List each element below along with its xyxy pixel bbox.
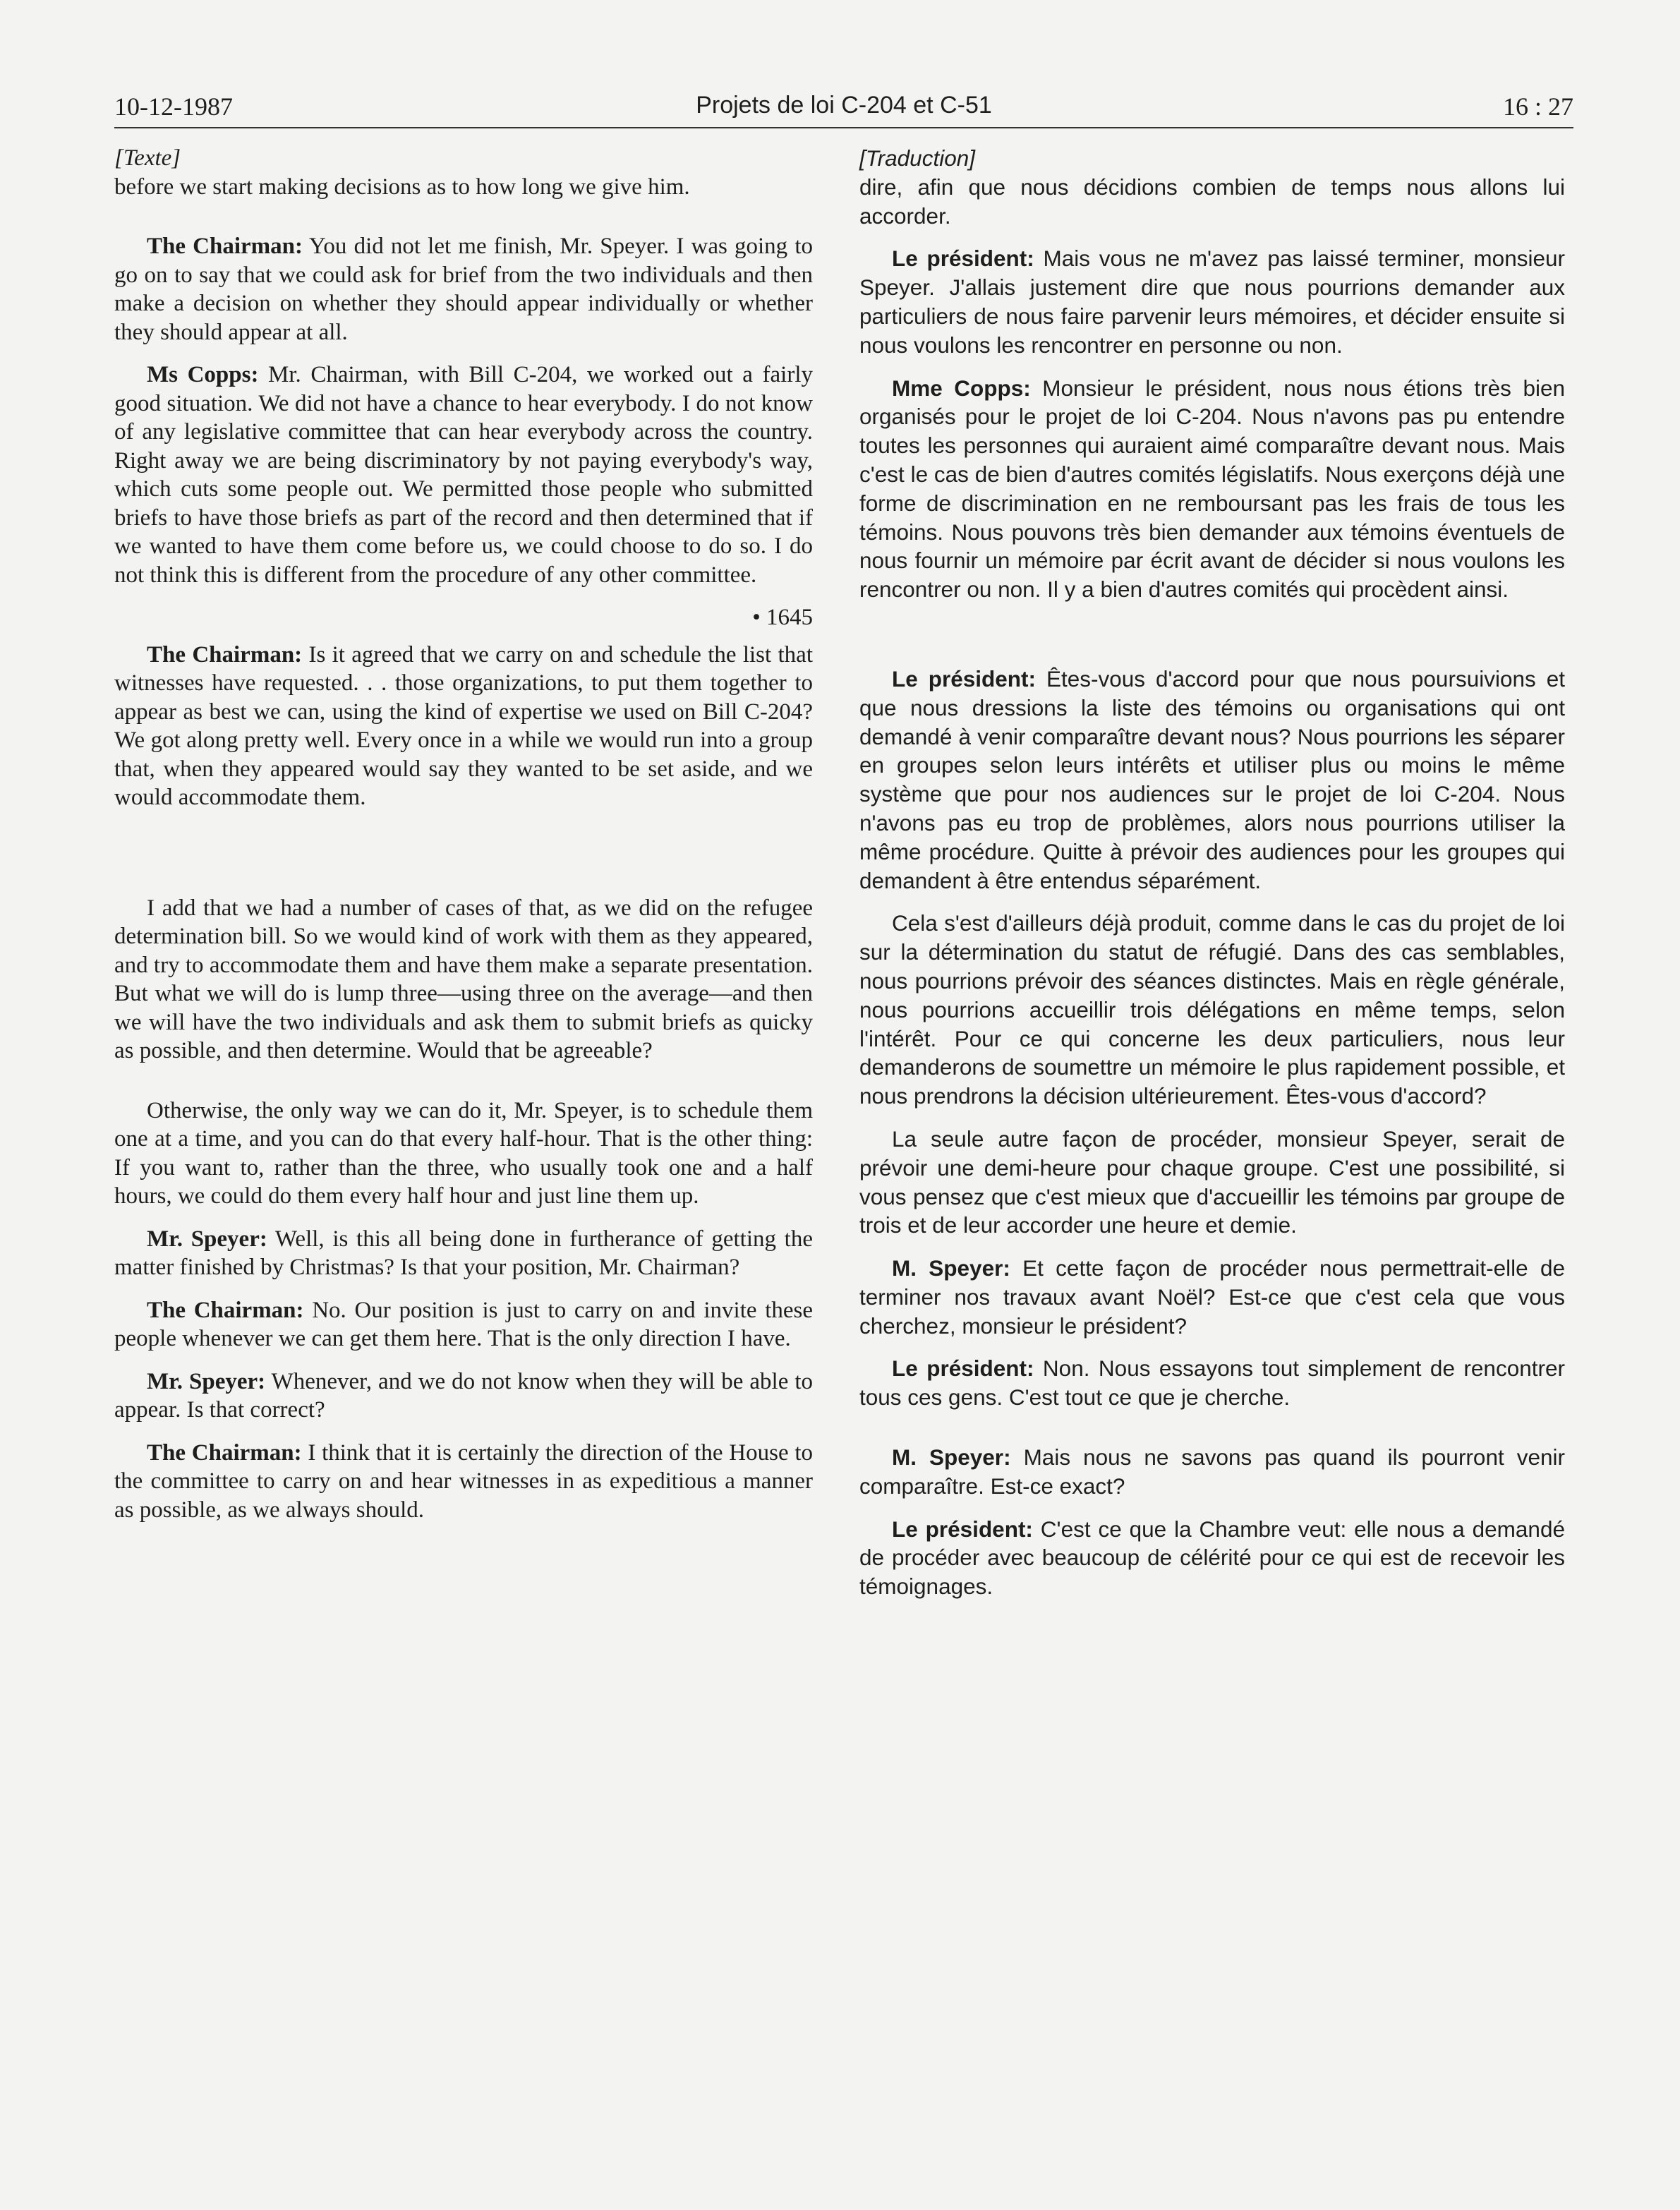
speech-text: You did not let me finish, Mr. Speyer. I was going to go on to say that we could ask for brief from the two individuals and then make a decision on whether they should appear individually or whether they should appear at all. — [114, 234, 813, 345]
speech — [859, 1515, 1565, 1601]
paragraph: I add that we had a number of cases of that, as we did on the refugee determination bill. So we would kind of work with them as they appeared, and try to accommodate them and have them make a separate presentation. But what we will do is lump three—using three on the average—and then we will have the two individuals and ask them to submit briefs as quicky as possible, and then determine. Would that be agreeable? — [114, 895, 813, 1063]
paragraph: dire, afin que nous décidions combien de temps nous allons lui accorder. — [859, 174, 1565, 229]
speaker-name: M. Speyer: — [892, 1255, 1010, 1281]
french-column — [859, 144, 1565, 1615]
speech-text: Mais vous ne m'avez pas laissé terminer, monsieur Speyer. J'allais justement dire que nous pourrions demander aux particuliers de nous faire parvenir leurs mémoires, et décider ensuite si nous voulons les rencontrer en personne ou non. — [859, 246, 1565, 358]
paragraph: Otherwise, the only way we can do it, Mr. Speyer, is to schedule them one at a time, and you can do that every half-hour. That is the other thing: If you want to, rather than the three, who usually took one and a half hours, we could do them every half hour and just line them up. — [114, 1097, 813, 1209]
speech — [859, 374, 1565, 604]
speech — [859, 665, 1565, 895]
speech — [114, 1367, 813, 1425]
paragraph: Cela s'est d'ailleurs déjà produit, comme dans le cas du projet de loi sur la détermination du statut de réfugié. Dans des cas semblables, nous pourrions prévoir des séances distinctes. Mais en règle générale, nous pourrions accueillir trois délégations en même temps, selon l'intérêt. Pour ce qui concerne les deux particuliers, nous leur demanderons de soumettre un mémoire le plus rapidement possible, et nous prendrons la décision ultérieurement. Êtes-vous d'accord? — [859, 910, 1565, 1109]
speech — [114, 232, 813, 346]
speaker-name: Mr. Speyer: — [147, 1368, 266, 1394]
speech-text: Well, is this all being done in furtherance of getting the matter finished by Christmas? Is that your position, Mr. Chairman? — [114, 1226, 813, 1280]
speaker-name: Le président: — [892, 665, 1037, 692]
speaker-name: The Chairman: — [147, 1297, 304, 1323]
speech — [859, 1254, 1565, 1340]
speech — [859, 244, 1565, 359]
speech — [114, 1225, 813, 1282]
speaker-name: Mme Copps: — [892, 375, 1031, 401]
speaker-name: Le président: — [892, 246, 1034, 272]
header-page-number: 16 : 27 — [1502, 92, 1573, 121]
paragraph: before we start making decisions as to how long we give him. — [114, 174, 690, 200]
speech — [114, 1296, 813, 1353]
speech-text: Is it agreed that we carry on and schedule the list that witnesses have requested. . . those organizations, to put them together to appear as best we can, using the kind of expertise we used on Bill C-204? We got along pretty well. Every once in a while we would run into a group that, when they appeared would say they wanted to be set aside, and we would accommodate them. — [114, 641, 813, 810]
section-marker: [Texte] — [114, 145, 181, 171]
english-column — [114, 144, 813, 1538]
speech — [859, 1354, 1565, 1412]
paragraph: La seule autre façon de procéder, monsieur Speyer, serait de prévoir une demi-heure pour chaque groupe. C'est une possibilité, si vous pensez que c'est mieux que d'accueillir les témoins par groupe de trois et de leur accorder une heure et demie. — [859, 1125, 1565, 1238]
speech-text: C'est ce que la Chambre veut: elle nous a demandé de procéder avec beaucoup de célérité pour ce qui est de recevoir les témoignages. — [859, 1516, 1565, 1600]
timestamp: • 1645 — [752, 605, 813, 630]
speaker-name: Le président: — [892, 1516, 1033, 1542]
speaker-name: M. Speyer: — [892, 1444, 1011, 1471]
speech-text: Mr. Chairman, with Bill C-204, we worked out a fairly good situation. We did not have a chance to hear everybody. I do not know of any legislative committee that can hear everybody across the country. Right away we are being discriminatory by not paying everybody's way, which cuts some people out. We permitted those people who submitted briefs to have those briefs as part of the record and then determined that if we wanted to have them come before us, we could choose to do so. I do not think this is different from the procedure of any other committee. — [114, 362, 813, 588]
header-title: Projets de loi C-204 et C-51 — [696, 92, 992, 119]
speech-text: Whenever, and we do not know when they will be able to appear. Is that correct? — [114, 1368, 813, 1423]
speech-text: Et cette façon de procéder nous permettrait-elle de terminer nos travaux avant Noël? Est-ce que c'est cela que vous cherchez, monsieur le président? — [859, 1255, 1565, 1339]
page-header — [114, 85, 1573, 128]
section-marker: [Traduction] — [859, 145, 975, 171]
speech-text: I think that it is certainly the direction of the House to the committee to carry on and hear witnesses in as expeditious a manner as possible, as we always should. — [114, 1439, 813, 1523]
speech-text: Êtes-vous d'accord pour que nous poursuivions et que nous dressions la liste des témoins ou organisations qui ont demandé à venir comparaître devant nous? Nous pourrions les séparer en groupes selon leurs intérêts et utiliser plus ou moins le même système que pour nos audiences sur le projet de loi C-204. Nous n'avons pas eu trop de problèmes, alors nous pourrions utiliser la même procédure. Quitte à prévoir des audiences pour les groupes qui demandent à être entendus séparément. — [859, 665, 1565, 893]
speech — [114, 361, 813, 589]
speech — [859, 1443, 1565, 1501]
speaker-name: The Chairman: — [147, 234, 303, 259]
speech-text: Mais nous ne savons pas quand ils pourront venir comparaître. Est-ce exact? — [859, 1444, 1565, 1499]
speech-text: Non. Nous essayons tout simplement de rencontrer tous ces gens. C'est tout ce que je cherche. — [859, 1355, 1565, 1411]
speech-text: Monsieur le président, nous nous étions très bien organisés pour le projet de loi C-204. Nous n'avons pas pu entendre toutes les personnes qui auraient aimé comparaître devant nous. Mais c'est le cas de bien d'autres comités législatifs. Nous exerçons déjà une forme de discrimination en ne remboursant pas les frais de tous les témoins. Nous pouvons très bien demander aux témoins éventuels de nous fournir un mémoire par écrit avant de décider si nous voulons les rencontrer ou non. Il y a bien d'autres comités qui procèdent ainsi. — [859, 375, 1566, 603]
speech — [114, 1439, 813, 1525]
speech — [114, 641, 813, 812]
header-date: 10-12-1987 — [114, 92, 233, 121]
speaker-name: Mr. Speyer: — [147, 1226, 267, 1252]
speaker-name: The Chairman: — [147, 641, 303, 668]
speaker-name: The Chairman: — [147, 1439, 302, 1466]
speaker-name: Le président: — [892, 1355, 1034, 1382]
speaker-name: Ms Copps: — [147, 362, 259, 387]
speech-text: No. Our position is just to carry on and invite these people whenever we can get them here. That is the only direction I have. — [114, 1297, 813, 1351]
